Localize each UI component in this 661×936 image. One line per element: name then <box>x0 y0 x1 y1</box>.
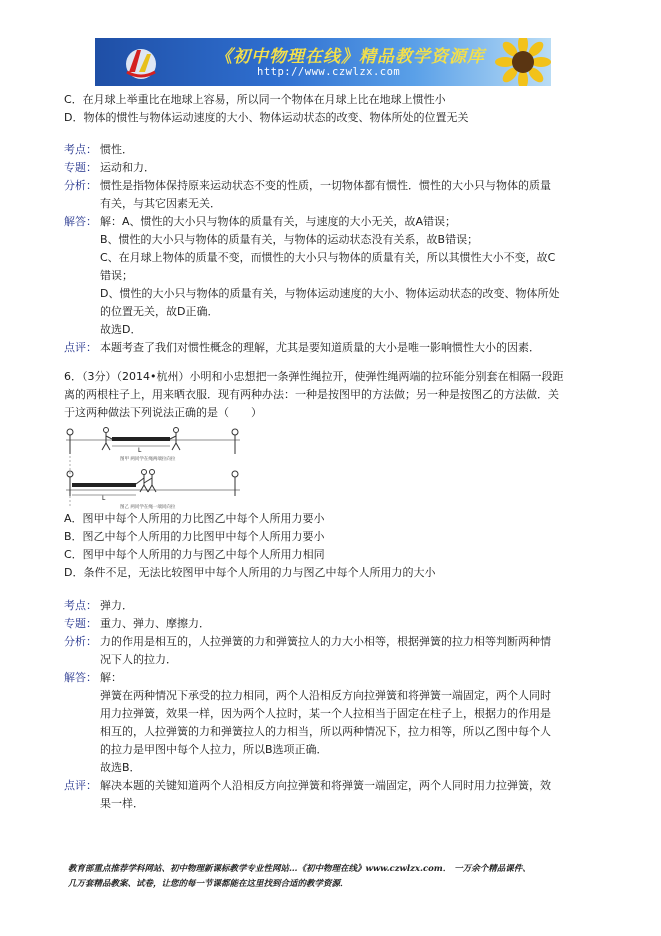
post-icon <box>232 471 238 496</box>
q5-jieda-label: 解答： <box>64 215 97 228</box>
q5-jieda <box>64 213 594 339</box>
post-icon <box>67 429 73 454</box>
q6-jieda-label: 解答： <box>64 671 97 684</box>
q5-options <box>64 91 594 127</box>
q5-fenxi-line: 有关，与其它因素无关． <box>100 197 221 210</box>
q6-option-c: C．图甲中每个人所用的力与图乙中每个人所用力相同 <box>64 548 325 561</box>
q6-dianping-label: 点评： <box>64 779 97 792</box>
q6-jieda-line: 用力拉弹簧，效果一样，因为两个人拉时，某一个人拉相当于固定在柱子上，根据力的作用是 <box>100 707 551 720</box>
q5-dianping <box>64 339 594 357</box>
person-icon <box>170 428 180 451</box>
q6-dianping-line: 果一样． <box>100 797 144 810</box>
q6-jieda-line: 相互的，人拉弹簧的力和弹簧拉人的力相当，所以两种情况下，拉力相等，所以乙图中每个人 <box>100 725 551 738</box>
sunflower-icon <box>483 38 551 86</box>
q5-jieda-line: 解：A、惯性的大小只与物体的质量有关，与速度的大小无关，故A错误； <box>100 215 457 228</box>
q6-jieda-line: 弹簧在两种情况下承受的拉力相同，两个人沿相反方向拉弹簧和将弹簧一端固定，两个人同时 <box>100 689 551 702</box>
q5-kaodian <box>64 141 594 159</box>
q5-jieda-line: D、惯性的大小只与物体的质量有关，与物体运动速度的大小、物体运动状态的改变、物体所处 <box>100 287 560 300</box>
q5-dianping-label: 点评： <box>64 341 97 354</box>
site-logo-icon <box>119 42 163 82</box>
q6-kaodian <box>64 597 594 615</box>
q6-stem-line: 6．（3分）（2014•杭州）小明和小忠想把一条弹性绳拉开，使弹性绳两端的拉环能分别套在相隔一段距 <box>64 370 564 383</box>
q6-option-a: A．图甲中每个人所用的力比图乙中每个人所用力要小 <box>64 512 325 525</box>
q6-jieda-line: 的拉力是甲图中每个人拉力，所以B选项正确． <box>100 743 328 756</box>
q5-analysis <box>64 141 594 357</box>
q5-option-d: D．物体的惯性与物体运动速度的大小、物体运动状态的改变、物体所处的位置无关 <box>64 111 469 124</box>
header-banner <box>95 38 551 86</box>
q5-jieda-line: B、惯性的大小只与物体的质量有关，与物体的运动状态没有关系，故B错误； <box>100 233 479 246</box>
q6-fenxi <box>64 633 594 669</box>
q5-zhuanti-label: 专题： <box>64 161 97 174</box>
q6-stem-line: 于这两种做法下列说法正确的是（ ） <box>64 406 262 419</box>
q6-dianping <box>64 777 594 813</box>
q6-caption-yi: 图乙 两同学在绳一端同向拉 <box>120 505 176 510</box>
q6-jieda-head: 解： <box>100 671 122 684</box>
q5-kaodian-label: 考点： <box>64 143 97 156</box>
q5-zhuanti-text: 运动和力． <box>100 161 155 174</box>
q6-options <box>64 510 594 582</box>
person-icon <box>102 428 112 451</box>
q5-option-c: C．在月球上举重比在地球上容易，所以同一个物体在月球上比在地球上惯性小 <box>64 93 446 106</box>
q6-stem <box>64 368 594 422</box>
q6-option-d: D．条件不足，无法比较图甲中每个人所用的力与图乙中每个人所用力的大小 <box>64 566 436 579</box>
q6-len-label-jia: L <box>138 447 142 454</box>
person-icon <box>136 470 148 493</box>
post-icon <box>232 429 238 454</box>
q6-jieda <box>64 669 594 777</box>
q6-caption-jia: 图甲 两同学在绳两端拉向拉 <box>120 457 176 462</box>
q6-kaodian-label: 考点： <box>64 599 97 612</box>
q6-fenxi-label: 分析： <box>64 635 97 648</box>
q5-jieda-answer: 故选D． <box>100 323 142 336</box>
q6-option-b: B．图乙中每个人所用的力比图甲中每个人所用力要小 <box>64 530 325 543</box>
q5-jieda-line: C、在月球上物体的质量不变，而惯性的大小只与物体的质量有关，所以其惯性大小不变，故C <box>100 251 556 264</box>
q6-kaodian-text: 弹力． <box>100 599 133 612</box>
banner-url[interactable]: http://www.czwlzx.com <box>257 66 401 78</box>
q6-zhuanti-text: 重力、弹力、摩擦力． <box>100 617 210 630</box>
q6-fenxi-line: 力的作用是相互的，人拉弹簧的力和弹簧拉人的力大小相等，根据弹簧的拉力相等判断两种情 <box>100 635 551 648</box>
q6-jieda-answer: 故选B． <box>100 761 141 774</box>
q6-stem-line: 离的两根柱子上，用来晒衣服．现有两种办法：一种是按图甲的方法做；另一种是按图乙的方法做．关 <box>64 388 559 401</box>
q6-analysis <box>64 597 594 813</box>
q5-fenxi <box>64 177 594 213</box>
q6-fenxi-line: 况下人的拉力． <box>100 653 177 666</box>
q5-fenxi-label: 分析： <box>64 179 97 192</box>
footer-line: 几万套精品教案、试卷，让您的每一节课都能在这里找到合适的教学资源． <box>68 879 349 889</box>
footer-line: 教育部重点推荐学科网站、初中物理新课标教学专业性网站…《初中物理在线》www.czwlzx.com． 一万余个精品课件、 <box>68 864 531 874</box>
q6-zhuanti-label: 专题： <box>64 617 97 630</box>
q6-zhuanti <box>64 615 594 633</box>
q6-dianping-line: 解决本题的关键知道两个人沿相反方向拉弹簧和将弹簧一端固定，两个人同时用力拉弹簧，效 <box>100 779 551 792</box>
q5-zhuanti <box>64 159 594 177</box>
q5-fenxi-line: 惯性是指物体保持原来运动状态不变的性质，一切物体都有惯性．惯性的大小只与物体的质量 <box>100 179 551 192</box>
q5-kaodian-text: 惯性． <box>100 143 133 156</box>
q6-figure <box>64 426 242 510</box>
page-footer <box>68 862 608 892</box>
q5-jieda-line: 错误； <box>100 269 133 282</box>
banner-title: 《初中物理在线》精品教学资源库 <box>215 47 485 67</box>
q6-len-label-yi: L <box>102 495 106 502</box>
q5-dianping-text: 本题考查了我们对惯性概念的理解，尤其是要知道质量的大小是唯一影响惯性大小的因素． <box>100 341 540 354</box>
q5-jieda-line: 的位置无关，故D正确． <box>100 305 219 318</box>
